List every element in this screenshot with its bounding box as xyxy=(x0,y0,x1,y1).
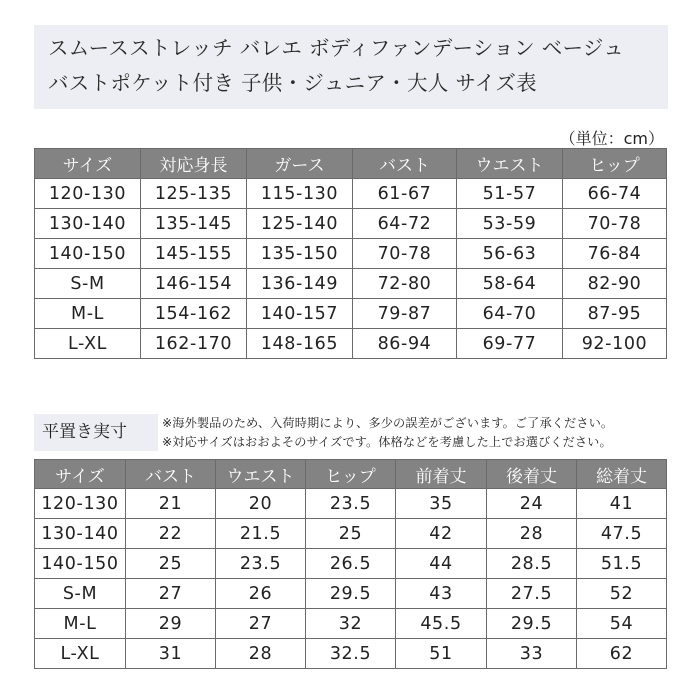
table-cell: 140-150 xyxy=(35,549,126,579)
table-cell: 25 xyxy=(126,549,216,579)
table-cell: 42 xyxy=(396,519,487,549)
body-size-table xyxy=(34,148,667,359)
table-header-row xyxy=(35,149,667,179)
table-cell: 33 xyxy=(487,639,577,669)
table-cell: 21 xyxy=(126,489,216,519)
flat-measurement-label: 平置き実寸 xyxy=(34,414,158,451)
table-cell: 58-64 xyxy=(457,269,563,299)
header-cell: バスト xyxy=(353,149,457,179)
table-cell: L-XL xyxy=(35,639,126,669)
table-cell: 26.5 xyxy=(306,549,396,579)
table-cell: 92-100 xyxy=(563,329,667,359)
table-cell: 31 xyxy=(126,639,216,669)
table-row xyxy=(35,299,667,329)
table-row xyxy=(35,609,667,639)
header-cell: ヒップ xyxy=(306,460,396,489)
table-cell: 145-155 xyxy=(141,239,247,269)
header-cell: 前着丈 xyxy=(396,460,487,489)
table-cell: 32.5 xyxy=(306,639,396,669)
table-cell: 66-74 xyxy=(563,179,667,209)
table-cell: 26 xyxy=(216,579,306,609)
table-cell: 115-130 xyxy=(247,179,353,209)
table-cell: 24 xyxy=(487,489,577,519)
table-cell: 27 xyxy=(126,579,216,609)
table-cell: 79-87 xyxy=(353,299,457,329)
table-cell: 72-80 xyxy=(353,269,457,299)
table-cell: 23.5 xyxy=(306,489,396,519)
table-cell: 146-154 xyxy=(141,269,247,299)
table-cell: 64-72 xyxy=(353,209,457,239)
header-cell: 対応身長 xyxy=(141,149,247,179)
header-cell: ウエスト xyxy=(216,460,306,489)
table-cell: M-L xyxy=(35,299,141,329)
note-import-variance: ※海外製品のため、入荷時期により、多少の誤差がございます。ご了承ください。 xyxy=(162,416,614,430)
table-cell: 20 xyxy=(216,489,306,519)
table-cell: 86-94 xyxy=(353,329,457,359)
unit-label: （単位：cm） xyxy=(559,129,664,148)
table-cell: 51.5 xyxy=(577,549,667,579)
table-cell: 43 xyxy=(396,579,487,609)
table-cell: 148-165 xyxy=(247,329,353,359)
table-cell: S-M xyxy=(35,269,141,299)
table-cell: 130-140 xyxy=(35,519,126,549)
table-cell: 162-170 xyxy=(141,329,247,359)
table-cell: 76-84 xyxy=(563,239,667,269)
header-cell: バスト xyxy=(126,460,216,489)
table-cell: 120-130 xyxy=(35,489,126,519)
table-cell: 44 xyxy=(396,549,487,579)
table-cell: 56-63 xyxy=(457,239,563,269)
table-header-row xyxy=(35,460,667,489)
table-cell: 70-78 xyxy=(353,239,457,269)
table-cell: M-L xyxy=(35,609,126,639)
table-row xyxy=(35,329,667,359)
table-row xyxy=(35,489,667,519)
title-line-1: スムースストレッチ バレエ ボディファンデーション ベージュ xyxy=(48,36,625,60)
table-cell: 52 xyxy=(577,579,667,609)
table-cell: 29.5 xyxy=(487,609,577,639)
table-cell: 27.5 xyxy=(487,579,577,609)
table-cell: 53-59 xyxy=(457,209,563,239)
table-cell: 130-140 xyxy=(35,209,141,239)
table-cell: 54 xyxy=(577,609,667,639)
header-cell: ガース xyxy=(247,149,353,179)
flat-size-table xyxy=(34,459,667,669)
table-cell: 61-67 xyxy=(353,179,457,209)
table-cell: 140-150 xyxy=(35,239,141,269)
table-cell: 135-150 xyxy=(247,239,353,269)
table-cell: 35 xyxy=(396,489,487,519)
table-row xyxy=(35,639,667,669)
header-cell: 後着丈 xyxy=(487,460,577,489)
table-row xyxy=(35,519,667,549)
table-cell: S-M xyxy=(35,579,126,609)
table-cell: 45.5 xyxy=(396,609,487,639)
header-cell: ヒップ xyxy=(563,149,667,179)
table-cell: 125-135 xyxy=(141,179,247,209)
header-cell: サイズ xyxy=(35,149,141,179)
header-cell: 総着丈 xyxy=(577,460,667,489)
table-cell: 28 xyxy=(216,639,306,669)
table-cell: 135-145 xyxy=(141,209,247,239)
table-cell: 70-78 xyxy=(563,209,667,239)
table-row xyxy=(35,269,667,299)
table-cell: 29 xyxy=(126,609,216,639)
table-row xyxy=(35,179,667,209)
table-cell: 51 xyxy=(396,639,487,669)
table-cell: 125-140 xyxy=(247,209,353,239)
table-cell: 136-149 xyxy=(247,269,353,299)
table-row xyxy=(35,579,667,609)
table-cell: 28 xyxy=(487,519,577,549)
table-cell: 21.5 xyxy=(216,519,306,549)
table-row xyxy=(35,239,667,269)
table-row xyxy=(35,209,667,239)
table-cell: 22 xyxy=(126,519,216,549)
table-cell: 120-130 xyxy=(35,179,141,209)
table-cell: 28.5 xyxy=(487,549,577,579)
title-line-2: バストポケット付き 子供・ジュニア・大人 サイズ表 xyxy=(48,71,537,95)
table-cell: 51-57 xyxy=(457,179,563,209)
table-cell: 62 xyxy=(577,639,667,669)
table-cell: 82-90 xyxy=(563,269,667,299)
title-box xyxy=(34,25,668,109)
table-cell: 29.5 xyxy=(306,579,396,609)
table-cell: 32 xyxy=(306,609,396,639)
header-cell: サイズ xyxy=(35,460,126,489)
table-cell: 23.5 xyxy=(216,549,306,579)
table-cell: 69-77 xyxy=(457,329,563,359)
table-cell: 154-162 xyxy=(141,299,247,329)
table-cell: L-XL xyxy=(35,329,141,359)
table-cell: 25 xyxy=(306,519,396,549)
header-cell: ウエスト xyxy=(457,149,563,179)
table-row xyxy=(35,549,667,579)
table-cell: 140-157 xyxy=(247,299,353,329)
table-cell: 47.5 xyxy=(577,519,667,549)
note-size-guidance: ※対応サイズはおおよそのサイズです。体格などを考慮した上でお選びください。 xyxy=(162,435,612,449)
table-cell: 41 xyxy=(577,489,667,519)
table-cell: 27 xyxy=(216,609,306,639)
table-cell: 64-70 xyxy=(457,299,563,329)
table-cell: 87-95 xyxy=(563,299,667,329)
